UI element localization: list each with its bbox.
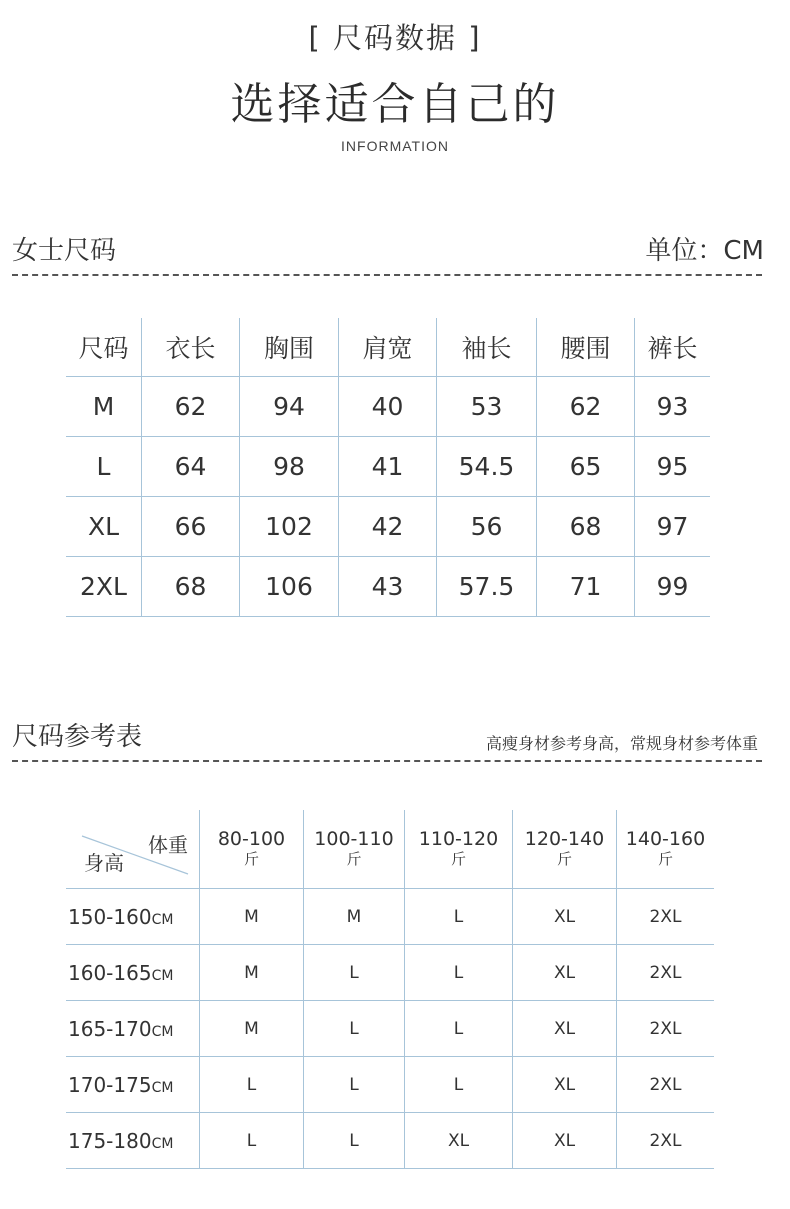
size-reference-table: [66, 810, 714, 1169]
column-header: 胸围: [239, 318, 338, 376]
table-cell: 97: [634, 496, 710, 556]
height-unit: CM: [151, 1135, 174, 1152]
corner-weight-label: 体重: [148, 833, 188, 857]
table-row: [66, 1112, 714, 1169]
table-cell: XL: [512, 944, 616, 1000]
weight-unit: 斤: [346, 850, 362, 869]
unit-label: 单位：CM: [645, 236, 764, 266]
weight-unit: 斤: [657, 850, 673, 869]
section-divider: [12, 274, 762, 276]
column-header: 肩宽: [338, 318, 436, 376]
table-cell: M: [199, 888, 303, 944]
weight-range: 110-120: [418, 828, 499, 851]
table-cell: 2XL: [616, 1056, 714, 1112]
table-cell: L: [303, 944, 404, 1000]
table-cell: 106: [239, 556, 338, 617]
weight-range: 120-140: [524, 828, 605, 851]
table-cell: 41: [338, 436, 436, 496]
reference-note: 高瘦身材参考身高，常规身材参考体重: [485, 734, 758, 753]
table-cell: 68: [536, 496, 634, 556]
weight-range: 100-110: [314, 828, 394, 851]
table-cell: 62: [536, 376, 634, 436]
table-cell: L: [66, 436, 141, 496]
table-row: [66, 1056, 714, 1112]
table-cell: XL: [404, 1112, 512, 1169]
height-unit: CM: [151, 1079, 174, 1096]
table-row: [66, 496, 710, 556]
table-cell: 64: [141, 436, 239, 496]
table-cell: 2XL: [66, 556, 141, 617]
weight-range: 140-160: [625, 828, 706, 851]
weight-column-header: [512, 810, 616, 888]
table-cell: 102: [239, 496, 338, 556]
women-size-table: [66, 318, 710, 617]
column-header: 裤长: [634, 318, 710, 376]
section-divider: [12, 760, 762, 762]
weight-column-header: [404, 810, 512, 888]
table-cell: L: [303, 1056, 404, 1112]
table-cell: 98: [239, 436, 338, 496]
height-label: [66, 1056, 199, 1112]
table-cell: L: [404, 888, 512, 944]
table-cell: 42: [338, 496, 436, 556]
table-cell: 94: [239, 376, 338, 436]
height-range: 150-160: [68, 904, 152, 929]
table-cell: 2XL: [616, 888, 714, 944]
table-cell: L: [199, 1112, 303, 1169]
weight-unit: 斤: [450, 850, 466, 869]
table-cell: M: [199, 1000, 303, 1056]
page-subtitle: INFORMATION: [341, 138, 449, 154]
column-header: 袖长: [436, 318, 536, 376]
table-cell: M: [66, 376, 141, 436]
table-cell: L: [404, 944, 512, 1000]
table-cell: 71: [536, 556, 634, 617]
table-cell: L: [404, 1000, 512, 1056]
table-cell: XL: [512, 1056, 616, 1112]
height-label: [66, 1000, 199, 1056]
page-title: 选择适合自己的: [230, 79, 560, 130]
height-range: 165-170: [68, 1016, 152, 1041]
height-range: 175-180: [68, 1128, 152, 1153]
table-cell: 68: [141, 556, 239, 617]
corner-height-label: 身高: [84, 851, 124, 875]
table-cell: 2XL: [616, 1000, 714, 1056]
table-cell: M: [303, 888, 404, 944]
table-cell: 65: [536, 436, 634, 496]
height-unit: CM: [151, 1023, 174, 1040]
table-cell: 53: [436, 376, 536, 436]
weight-unit: 斤: [243, 850, 259, 869]
table-cell: 66: [141, 496, 239, 556]
bracket-title: [ 尺码数据 ]: [308, 21, 482, 55]
weight-unit: 斤: [556, 850, 572, 869]
table-cell: L: [404, 1056, 512, 1112]
column-header: 衣长: [141, 318, 239, 376]
weight-column-header: [616, 810, 714, 888]
table-row: [66, 376, 710, 436]
table-cell: XL: [66, 496, 141, 556]
table-cell: 2XL: [616, 1112, 714, 1169]
corner-header: [66, 810, 199, 888]
table-row: [66, 1000, 714, 1056]
table-cell: 54.5: [436, 436, 536, 496]
height-unit: CM: [151, 911, 174, 928]
height-label: [66, 944, 199, 1000]
table-cell: 95: [634, 436, 710, 496]
column-header: 腰围: [536, 318, 634, 376]
table-cell: L: [303, 1000, 404, 1056]
table-cell: XL: [512, 1112, 616, 1169]
weight-column-header: [199, 810, 303, 888]
table-cell: XL: [512, 888, 616, 944]
table-row: [66, 556, 710, 617]
height-label: [66, 1112, 199, 1169]
table-cell: 57.5: [436, 556, 536, 617]
table-cell: 56: [436, 496, 536, 556]
table-cell: 43: [338, 556, 436, 617]
women-section-title: 女士尺码: [12, 236, 117, 266]
table-cell: L: [303, 1112, 404, 1169]
table-cell: 99: [634, 556, 710, 617]
table-cell: M: [199, 944, 303, 1000]
column-header: 尺码: [78, 334, 129, 363]
height-range: 170-175: [68, 1072, 152, 1097]
reference-section-title: 尺码参考表: [12, 722, 143, 752]
table-cell: XL: [512, 1000, 616, 1056]
height-range: 160-165: [68, 960, 152, 985]
height-unit: CM: [151, 967, 174, 984]
table-row: [66, 888, 714, 944]
table-cell: 62: [141, 376, 239, 436]
table-cell: 40: [338, 376, 436, 436]
table-cell: 93: [634, 376, 710, 436]
weight-column-header: [303, 810, 404, 888]
weight-range: 80-100: [217, 828, 286, 851]
table-cell: L: [199, 1056, 303, 1112]
table-row: [66, 944, 714, 1000]
table-header-row: [66, 318, 710, 376]
table-cell: 2XL: [616, 944, 714, 1000]
table-row: [66, 436, 710, 496]
height-label: [66, 888, 199, 944]
table-header-row: [66, 810, 714, 888]
